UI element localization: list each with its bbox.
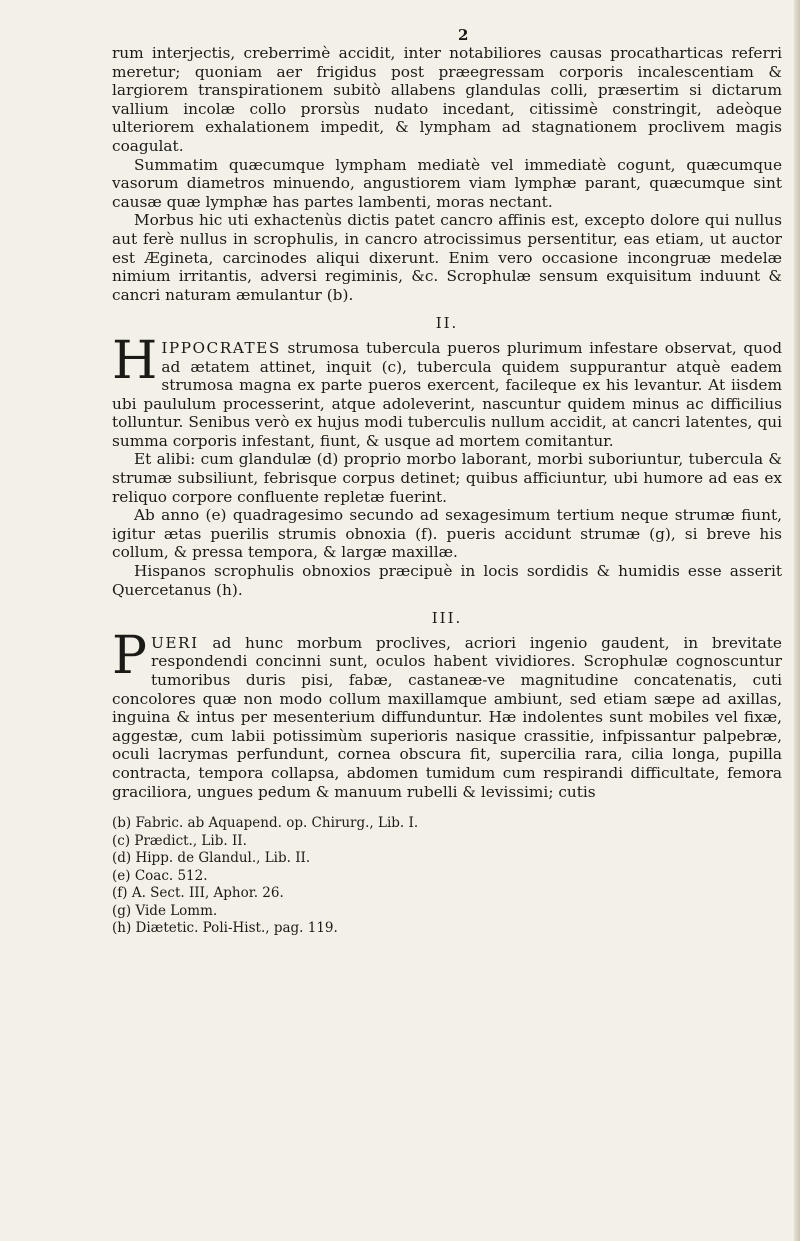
- main-text: [112, 44, 782, 801]
- drop-cap-p: P: [112, 625, 147, 686]
- footnote-c: (c) Prædict., Lib. II.: [112, 832, 247, 849]
- paragraph-2: Summatim quæcumque lympham mediatè vel immediatè cogunt, quæcumque vasorum diametros minuendo, angustiorem viam lymphæ parant, quæcumque sint causæ quæ lymphæ has partes lambenti, moras nectant.: [112, 155, 782, 211]
- paragraph-6: Ab anno (e) quadragesimo secundo ad sexagesimum tertium neque strumæ fiunt, igitur ætas puerilis strumis obnoxia (f). pueris accidunt strumæ (g), si breve his collum, & pressa tempora, & largæ maxillæ.: [112, 506, 782, 562]
- footnote-b: (b) Fabric. ab Aquapend. op. Chirurg., Lib. I.: [112, 815, 419, 832]
- footnote-g: (g) Vide Lomm.: [112, 902, 218, 919]
- paragraph-3: Morbus hic uti exhactenùs dictis patet cancro affinis est, excepto dolore qui nullus aut ferè nullus in scrophulis, in cancro atrocissimus persentitur, eas etiam, ut auctor est Ægineta, carcinodes aliqui dixerunt. Enim vero occasione incongruæ medelæ nimium irritantis, adversi regiminis, &c. Scrophulæ sensum exquisitum induunt & cancri naturam æmulantur (b).: [112, 211, 782, 304]
- paragraph-8-text: ad hunc morbum proclives, acriori ingenio gaudent, in brevitate respondendi concinni sunt, oculos habent vividiores. Scrophulæ cognoscuntur tumoribus duris pisi, fabæ, castaneæ-ve magnitudine concatenatis, cuti concolores quæ non modo collum maxillamque ambiunt, sed etiam sæpe ad axillas, inguina & intus per mesenterium diffunduntur. Hæ indolentes sunt mobiles vel fixæ, aggestæ, cum labii potissimùm superioris nasique crassitie, infpissantur palpebræ, oculi lacrymas perfundunt, cornea obscura fit, supercilia rara, cilia longa, pupilla contracta, tempora collapsa, abdomen tumidum cum respirandi difficultate, femora graciliora, ungues pedum & manuum rubelli & levissimi; cutis: [112, 633, 782, 801]
- paragraph-4: [112, 330, 782, 451]
- paragraph-8: [112, 625, 782, 801]
- footnotes: [112, 815, 782, 938]
- footnote-f: (f) A. Sect. III, Aphor. 26.: [112, 885, 284, 902]
- paragraph-5: Et alibi: cum glandulæ (d) proprio morbo laborant, morbi suboriuntur, tubercula & strumæ subsiliunt, febrisque corpus detinet; quibus afficiuntur, ubi humore ad eas ex reliquo corpore confluente repletæ fuerint.: [112, 450, 782, 506]
- paragraph-7: Hispanos scrophulis obnoxios præcipuè in locis sordidis & humidis esse asserit Quercetanus (h).: [112, 562, 782, 599]
- lead-word-2: UERI: [151, 633, 199, 652]
- section-heading-2: II.: [435, 314, 459, 333]
- lead-word: IPPOCRATES: [161, 338, 281, 357]
- section-heading-3: III.: [431, 609, 463, 628]
- footnote-e: (e) Coac. 512.: [112, 867, 208, 884]
- footnote-d: (d) Hipp. de Glandul., Lib. II.: [112, 850, 311, 867]
- footnote-h: (h) Diætetic. Poli-Hist., pag. 119.: [112, 920, 338, 937]
- paragraph-1: rum interjectis, creberrimè accidit, inter notabiliores causas procatharticas referri meretur; quoniam aer frigidus post præegressam corporis incalescentiam & largiorem transpirationem subitò allabens glandulas colli, præsertim si dictarum vallium incolæ collo prorsùs nudato incedant, citissimè constringit, adeòque ulteriorem exhalationem impedit, & lympham ad stagnationem proclivem magis coagulat.: [112, 44, 782, 155]
- paragraph-4-text: strumosa tubercula pueros plurimum infestare observat, quod ad ætatem attinet, inquit (c), tubercula quidem suppurantur atquè eadem strumosa magna ex parte pueros exercent, facileque ex his levantur. At iisdem ubi paululum processerint, atque adoleverint, nascuntur quidem minus ac difficilius tolluntur. Senibus verò ex hujus modi tuberculis nullum accidit, at cancri latentes, qui summa corporis infestant, fiunt, & usque ad mortem comitantur.: [112, 338, 782, 450]
- page-number: 2: [458, 26, 469, 44]
- drop-cap-h: H: [112, 330, 158, 391]
- page-edge-shadow: [794, 0, 800, 1241]
